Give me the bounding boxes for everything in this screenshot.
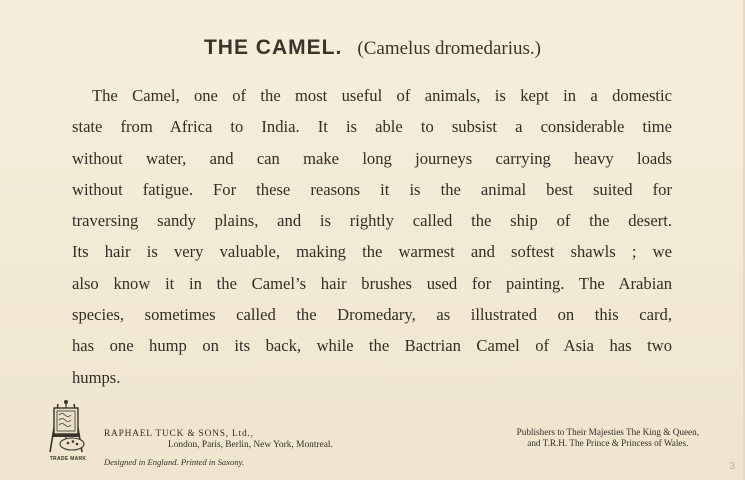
text-line: Its hair is very valuable, making the warmest and softest shawls ; we [72,242,672,262]
latin-name: (Camelus dromedarius.) [357,38,542,59]
heading [0,36,745,60]
text-line: species, sometimes called the Dromedary, as illustrated on this card, [72,305,672,325]
text-line: state from Africa to India. It is able to subsist a considerable time [72,117,672,137]
publisher-block [104,429,333,468]
text-line: without fatigue. For these reasons it is the animal best suited for [72,179,672,199]
text-line: also know it in the Camel’s hair brushes used for painting. The Arabian [72,273,672,293]
royal-line: Publishers to Their Majesties The King & Queen, [516,427,699,437]
trademark-label: TRADE MARK [49,456,87,462]
description-paragraph [72,80,672,393]
designed-printed-note: Designed in England. Printed in Saxony. [104,457,245,467]
text-line: humps. [72,367,121,387]
royal-line: and T.R.H. The Prince & Princess of Wales. [527,438,689,448]
easel-palette-icon [44,398,92,456]
publisher-name: RAPHAEL TUCK & SONS, Ltd., [104,429,254,439]
royal-warrant-block [517,427,699,449]
text-line: has one hump on its back, while the Bactrian Camel of Asia has two [72,336,672,356]
text-line: traversing sandy plains, and is rightly called the ship of the desert. [72,211,672,231]
publisher-cities: London, Paris, Berlin, New York, Montreal. [168,440,333,450]
title: THE CAMEL. [203,36,343,59]
text-line: The Camel, one of the most useful of animals, is kept in a domestic [92,86,672,105]
text-line: without water, and can make long journeys carrying heavy loads [72,148,672,168]
tuck-easel-logo [44,398,92,464]
corner-number: 3 [729,461,735,472]
